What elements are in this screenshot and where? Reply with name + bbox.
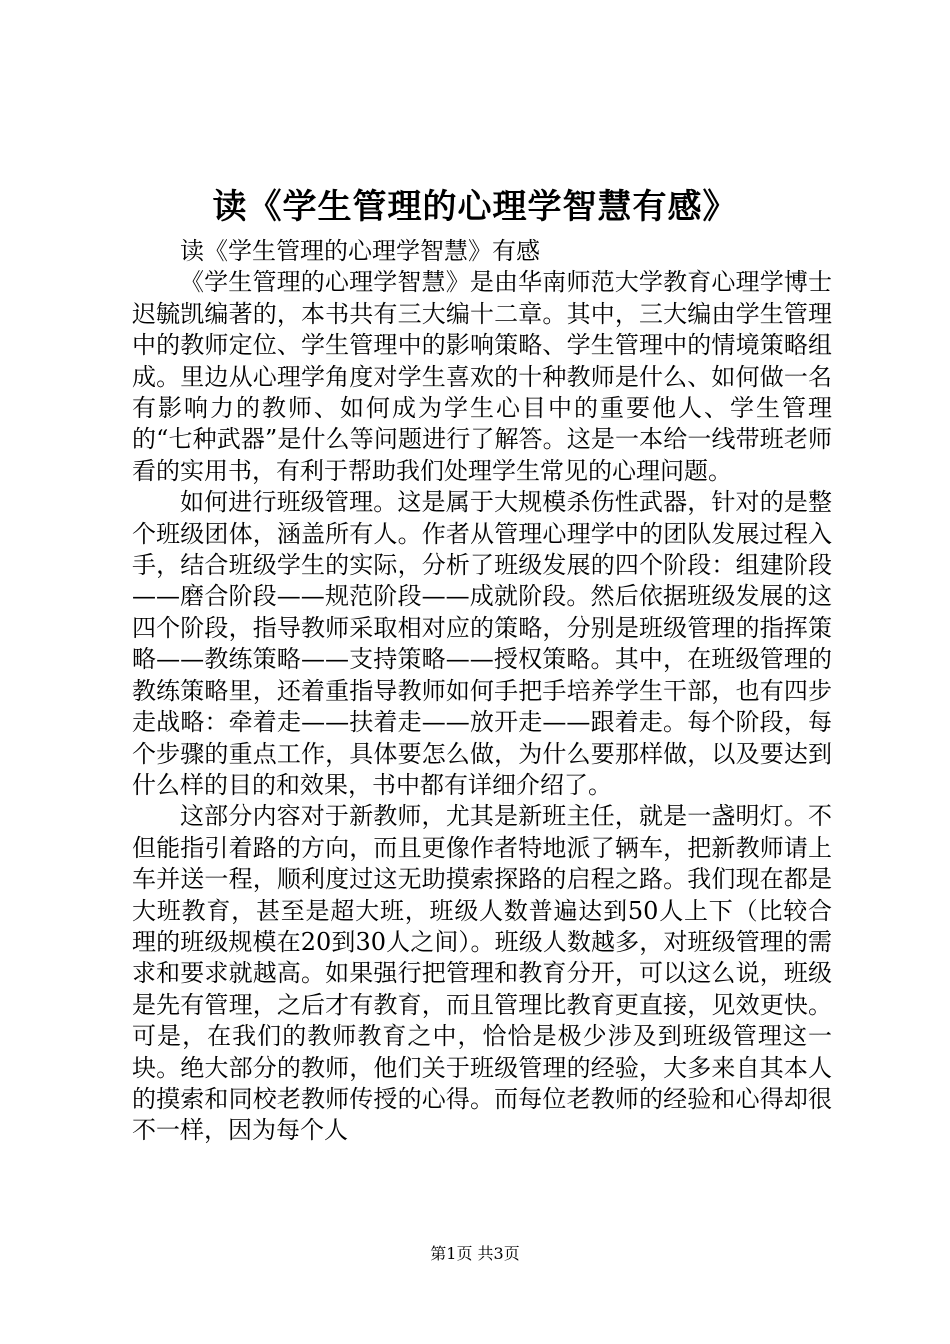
document-subtitle: 读《学生管理的心理学智慧》有感	[180, 237, 540, 265]
paragraph-1: 《学生管理的心理学智慧》是由华南师范大学教育心理学博士迟毓凯编著的，本书共有三大编十二章。其中，三大编由学生管理中的教师定位、学生管理中的影响策略、学生管理中的情境策略组成。里边从心理学角度对学生喜欢的十种教师是什么、如何做一名有影响力的教师、如何成为学生心目中的重要他人、学生管理的“七种武器”是什么等问题进行了解答。这是一本给一线带班老师看的实用书，有利于帮助我们处理学生常见的心理问题。	[132, 268, 832, 485]
paragraph-3: 这部分内容对于新教师，尤其是新班主任，就是一盏明灯。不但能指引着路的方向，而且更像作者特地派了辆车，把新教师请上车并送一程，顺利度过这无助摸索探路的启程之路。我们现在都是大班教育，甚至是超大班，班级人数普遍达到50人上下（比较合理的班级规模在20到30人之间）。班级人数越多，对班级管理的需求和要求就越高。如果强行把管理和教育分开，可以这么说，班级是先有管理，之后才有教育，而且管理比教育更直接，见效更快。可是，在我们的教师教育之中，恰恰是极少涉及到班级管理这一块。绝大部分的教师，他们关于班级管理的经验，大多来自其本人的摸索和同校老教师传授的心得。而每位老教师的经验和心得却很不一样，因为每个人	[132, 802, 832, 1145]
page-footer: 第1页 共3页	[430, 1244, 520, 1263]
document-title: 读《学生管理的心理学智慧有感》	[212, 187, 738, 227]
paragraph-2: 如何进行班级管理。这是属于大规模杀伤性武器，针对的是整个班级团体，涵盖所有人。作者从管理心理学中的团队发展过程入手，结合班级学生的实际，分析了班级发展的四个阶段：组建阶段——磨合阶段——规范阶段——成就阶段。然后依据班级发展的这四个阶段，指导教师采取相对应的策略，分别是班级管理的指挥策略——教练策略——支持策略——授权策略。其中，在班级管理的教练策略里，还着重指导教师如何手把手培养学生干部，也有四步走战略：牵着走——扶着走——放开走——跟着走。每个阶段，每个步骤的重点工作，具体要怎么做，为什么要那样做，以及要达到什么样的目的和效果，书中都有详细介绍了。	[132, 488, 832, 799]
document-body	[132, 236, 832, 1147]
